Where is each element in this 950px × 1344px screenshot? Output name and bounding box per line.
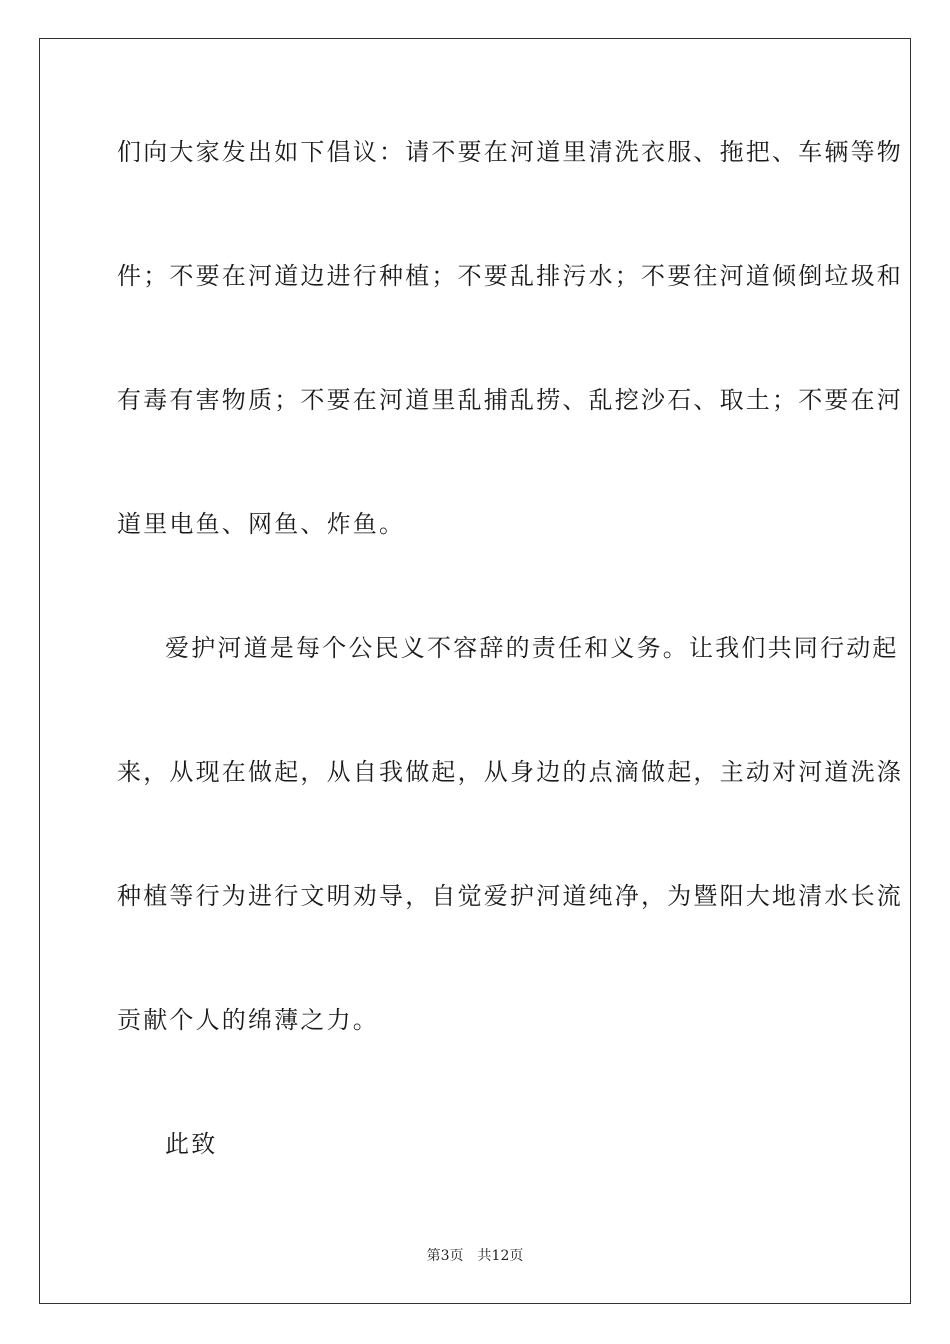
page-footer — [0, 1246, 950, 1266]
body-line: 们向大家发出如下倡议：请不要在河道里清洗衣服、拖把、车辆等物 — [117, 138, 903, 166]
paragraph-start-line: 爱护河道是每个公民义不容辞的责任和义务。让我们共同行动起 — [165, 634, 899, 662]
body-line: 有毒有害物质；不要在河道里乱捕乱捞、乱挖沙石、取土；不要在河 — [117, 386, 903, 414]
page-border — [39, 38, 911, 1304]
body-line: 来，从现在做起，从自我做起，从身边的点滴做起，主动对河道洗涤 — [117, 758, 903, 786]
page-number: 第3页 — [426, 1248, 464, 1264]
page-total: 共12页 — [477, 1248, 524, 1264]
body-line: 贡献个人的绵薄之力。 — [117, 1006, 379, 1034]
closing-salutation: 此致 — [165, 1130, 218, 1158]
body-line: 种植等行为进行文明劝导，自觉爱护河道纯净，为暨阳大地清水长流 — [117, 882, 903, 910]
body-line: 件；不要在河道边进行种植；不要乱排污水；不要往河道倾倒垃圾和 — [117, 262, 903, 290]
body-line: 道里电鱼、网鱼、炸鱼。 — [117, 510, 406, 538]
